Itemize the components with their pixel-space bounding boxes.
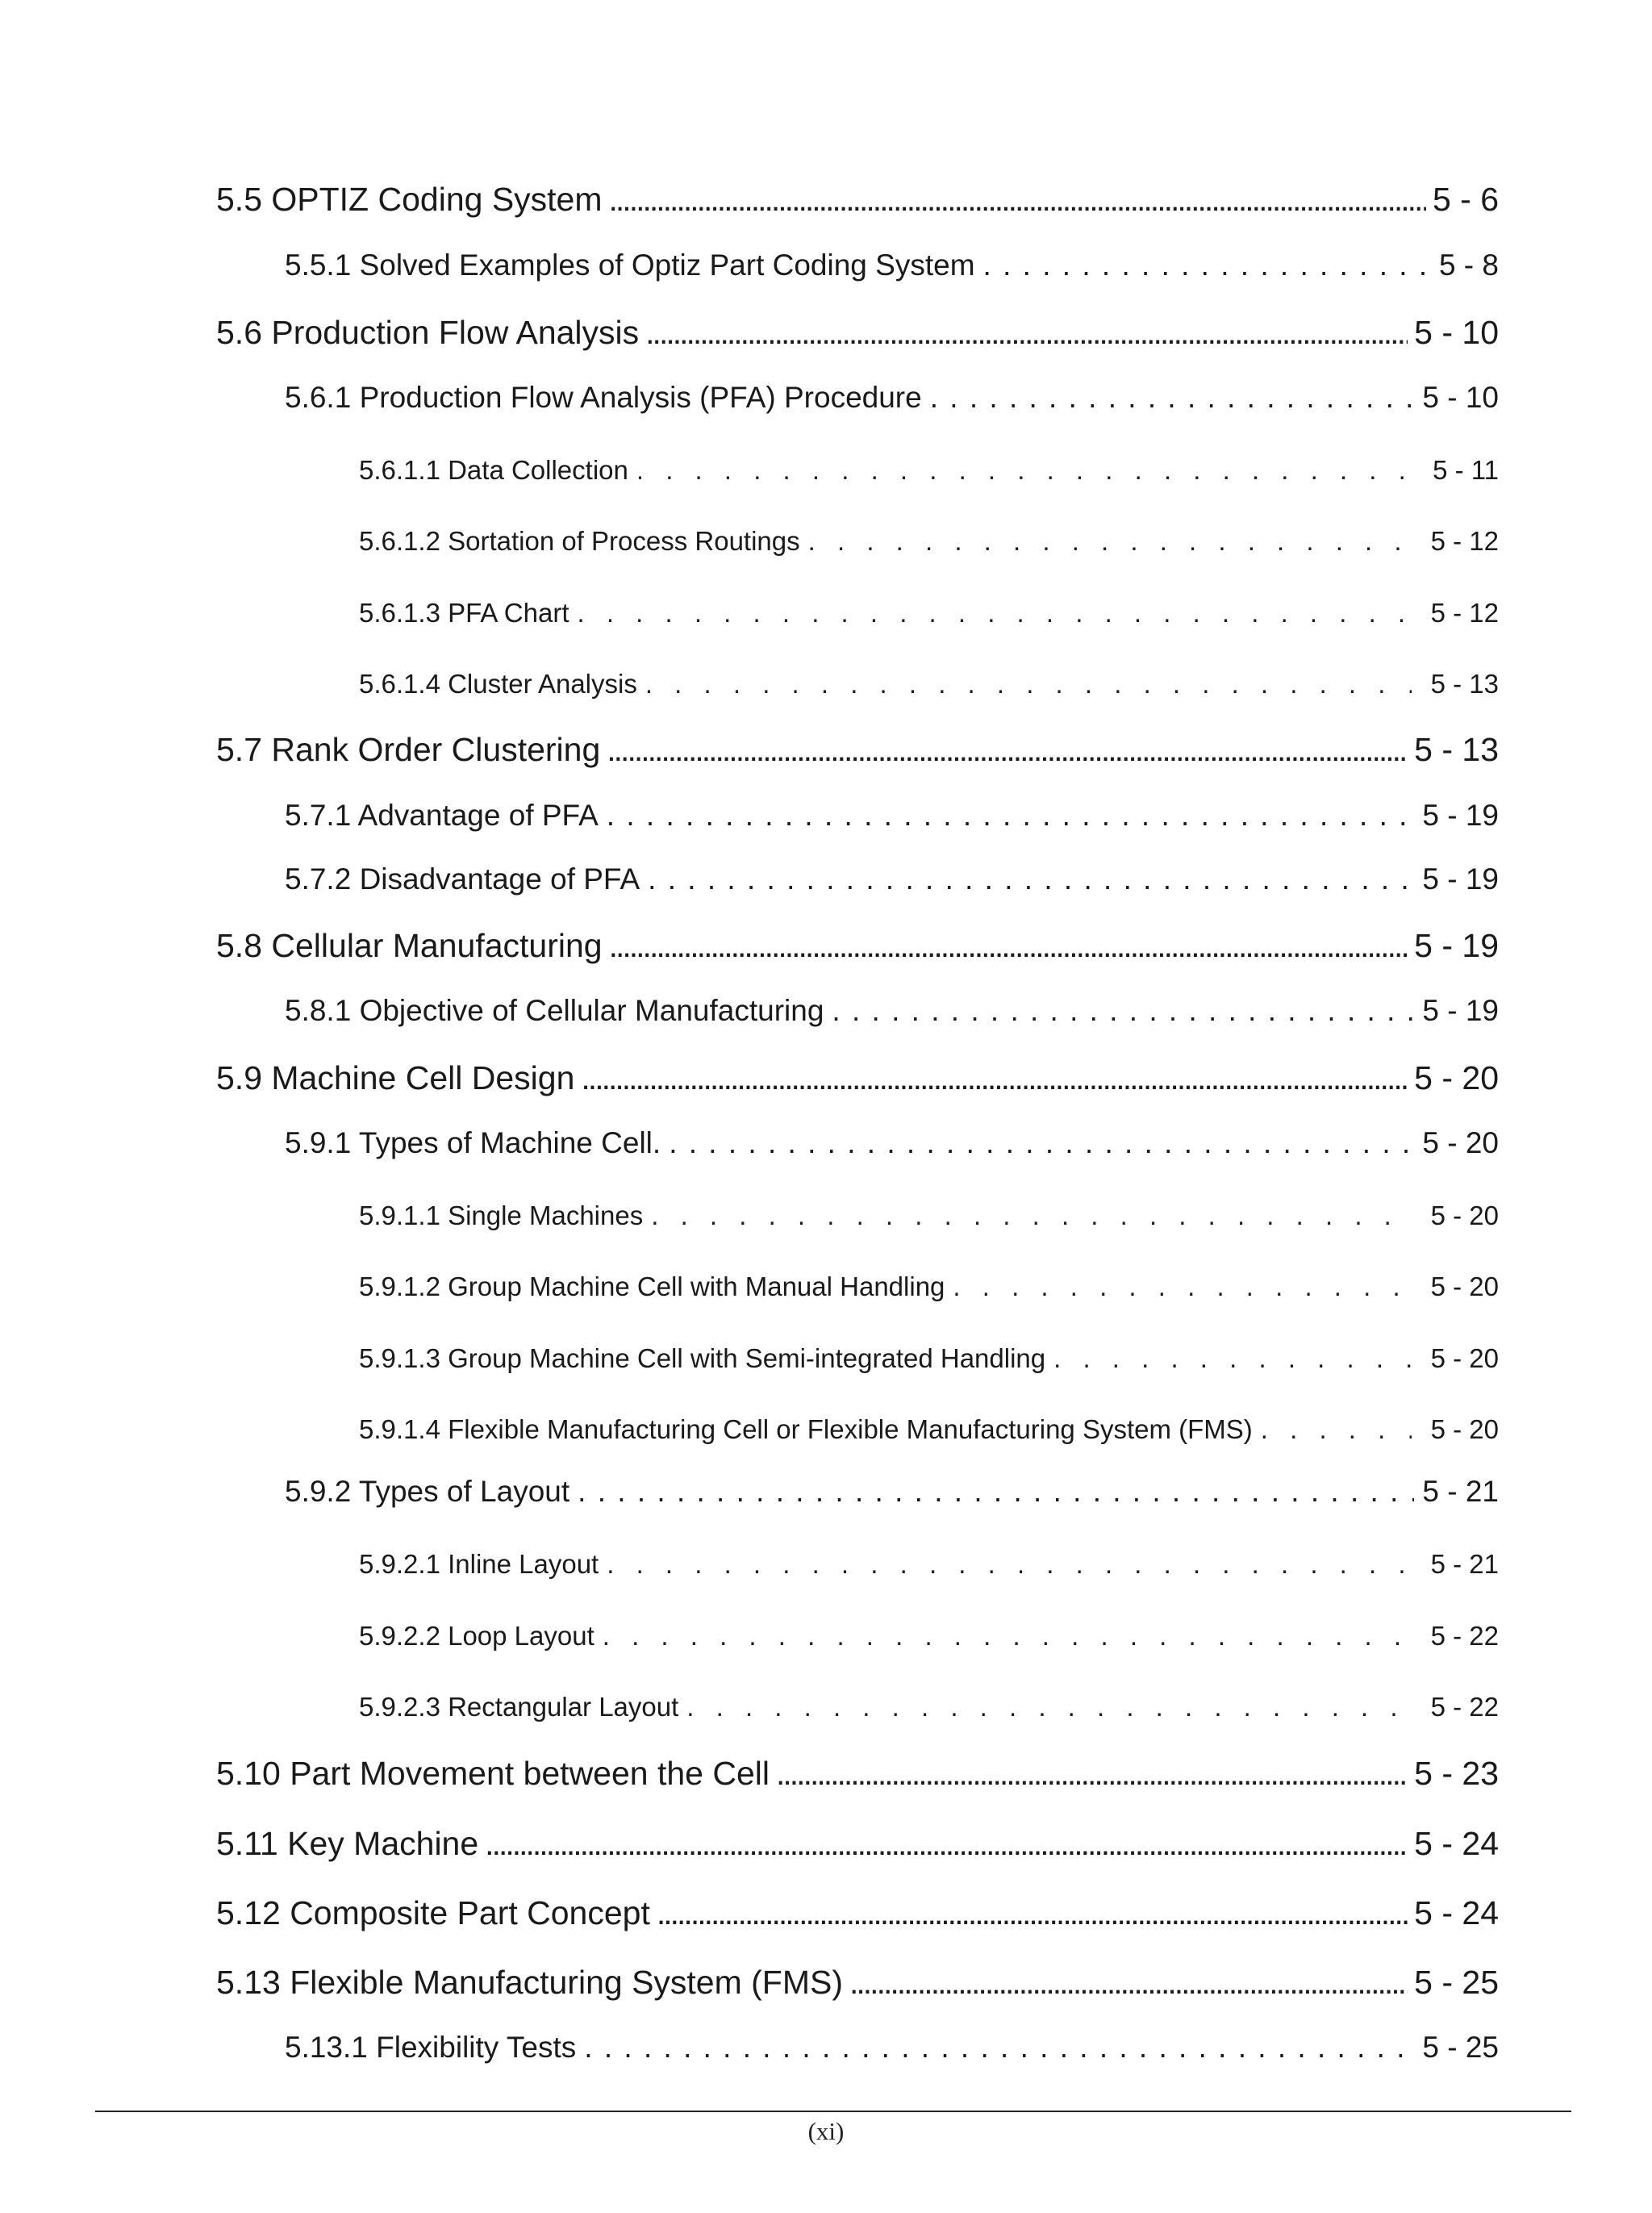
toc-entry-page: 5 - 25 (1422, 2031, 1499, 2064)
dot-leader (1053, 1343, 1411, 1374)
toc-entry-page: 5 - 22 (1430, 1621, 1499, 1651)
toc-entry (285, 1126, 1499, 1160)
toc-entry (285, 799, 1499, 833)
toc-entry-title: 5.9 Machine Cell Design (216, 1059, 575, 1096)
dot-leader (609, 181, 1426, 219)
toc-entry-title: 5.5 OPTIZ Coding System (216, 181, 603, 218)
dot-leader (636, 455, 1413, 486)
toc-entry-title: 5.6.1.3 PFA Chart (359, 598, 569, 628)
toc-entry (359, 1621, 1499, 1651)
toc-entry (285, 381, 1499, 415)
toc-entry-title: 5.9.2.3 Rectangular Layout (359, 1692, 679, 1722)
toc-entry-page: 5 - 6 (1432, 181, 1499, 218)
footer-rule (95, 2111, 1571, 2112)
toc-entry (359, 1549, 1499, 1580)
toc-entry (359, 1414, 1499, 1445)
toc-entry (216, 927, 1499, 965)
toc-entry-title: 5.9.1.3 Group Machine Cell with Semi-integrated Handling (359, 1343, 1046, 1373)
toc-entry (216, 1894, 1499, 1932)
toc-entry-page: 5 - 22 (1430, 1692, 1499, 1722)
toc-entry (285, 2031, 1499, 2065)
dot-leader (645, 669, 1412, 699)
dot-leader (930, 381, 1415, 415)
dot-leader (832, 994, 1414, 1028)
toc-entry-page: 5 - 21 (1430, 1549, 1499, 1579)
toc-entry (216, 731, 1499, 769)
toc-entry-page: 5 - 13 (1414, 731, 1499, 768)
dot-leader (603, 1621, 1412, 1651)
dot-leader (669, 1126, 1414, 1160)
toc-entry (216, 181, 1499, 219)
toc-entry (359, 455, 1499, 486)
toc-entry-title: 5.5.1 Solved Examples of Optiz Part Coding System (285, 248, 975, 282)
toc-entry-title: 5.9.2 Types of Layout (285, 1475, 570, 1508)
dot-leader (607, 1549, 1411, 1580)
toc-entry-title: 5.11 Key Machine (216, 1825, 479, 1862)
dot-leader (609, 927, 1408, 965)
toc-entry-title: 5.9.1.2 Group Machine Cell with Manual Handling (359, 1271, 945, 1301)
toc-entry-title: 5.6.1.2 Sortation of Process Routings (359, 526, 800, 556)
dot-leader (651, 1200, 1411, 1231)
dot-leader (645, 314, 1408, 352)
toc-entry-title: 5.13 Flexible Manufacturing System (FMS) (216, 1964, 843, 2001)
toc-entry-page: 5 - 20 (1430, 1271, 1499, 1301)
toc-entry (359, 1343, 1499, 1374)
toc-entry-page: 5 - 13 (1430, 669, 1499, 699)
toc-entry-page: 5 - 20 (1422, 1126, 1499, 1159)
toc-entry-page: 5 - 20 (1414, 1059, 1499, 1096)
toc-entry-page: 5 - 19 (1414, 927, 1499, 964)
toc-entry (359, 1200, 1499, 1231)
dot-leader (485, 1825, 1408, 1863)
toc-entry-title: 5.13.1 Flexibility Tests (285, 2031, 577, 2064)
toc-entry-page: 5 - 19 (1422, 862, 1499, 896)
toc-entry (216, 1755, 1499, 1793)
dot-leader (648, 862, 1414, 896)
toc-entry-page: 5 - 25 (1414, 1964, 1499, 2001)
dot-leader (607, 731, 1408, 769)
toc-entry (285, 994, 1499, 1028)
dot-leader (578, 1475, 1414, 1509)
toc-entry-page: 5 - 23 (1414, 1755, 1499, 1792)
toc-entry (359, 1271, 1499, 1302)
dot-leader (607, 799, 1415, 833)
dot-leader (953, 1271, 1411, 1302)
toc-entry-title: 5.9.2.2 Loop Layout (359, 1621, 594, 1651)
toc-entry-page: 5 - 10 (1414, 314, 1499, 351)
toc-entry (216, 1059, 1499, 1097)
dot-leader (808, 526, 1412, 557)
toc-entry-page: 5 - 19 (1422, 994, 1499, 1027)
dot-leader (983, 248, 1431, 282)
toc-entry-page: 5 - 12 (1430, 526, 1499, 556)
toc-entry (359, 526, 1499, 557)
toc-entry-title: 5.8.1 Objective of Cellular Manufacturing (285, 994, 824, 1027)
toc-entry (216, 1964, 1499, 2002)
toc-entry-title: 5.7 Rank Order Clustering (216, 731, 601, 768)
toc-entry (285, 1475, 1499, 1509)
toc-entry-title: 5.7.1 Advantage of PFA (285, 799, 599, 832)
toc-entry-title: 5.7.2 Disadvantage of PFA (285, 862, 640, 896)
toc-entry-title: 5.10 Part Movement between the Cell (216, 1755, 770, 1792)
dot-leader (849, 1964, 1408, 2002)
toc-entry-page: 5 - 20 (1430, 1200, 1499, 1230)
toc-entry (285, 248, 1499, 282)
toc-entry-title: 5.9.1.1 Single Machines (359, 1200, 644, 1230)
dot-leader (578, 598, 1412, 628)
toc-entry-page: 5 - 21 (1422, 1475, 1499, 1508)
dot-leader (581, 1059, 1408, 1097)
toc-entry (359, 1692, 1499, 1722)
dot-leader (686, 1692, 1411, 1722)
toc-entry (359, 598, 1499, 628)
toc-entry-page: 5 - 24 (1414, 1825, 1499, 1862)
dot-leader (1261, 1414, 1412, 1445)
toc-entry-title: 5.6.1 Production Flow Analysis (PFA) Procedure (285, 381, 922, 414)
toc-entry-page: 5 - 24 (1414, 1894, 1499, 1931)
toc-entry-title: 5.9.1 Types of Machine Cell. (285, 1126, 661, 1159)
toc-entry (216, 314, 1499, 352)
toc-entry-page: 5 - 10 (1422, 381, 1499, 414)
toc-entry-page: 5 - 20 (1430, 1343, 1499, 1373)
toc-entry-page: 5 - 11 (1433, 455, 1499, 485)
toc-entry-title: 5.9.1.4 Flexible Manufacturing Cell or Flexible Manufacturing System (FMS) (359, 1414, 1253, 1444)
dot-leader (776, 1755, 1408, 1793)
toc-entry (216, 1825, 1499, 1863)
dot-leader (657, 1894, 1408, 1932)
toc-entry-title: 5.8 Cellular Manufacturing (216, 927, 603, 964)
page-folio: (xi) (807, 2117, 845, 2145)
toc-entry-title: 5.12 Composite Part Concept (216, 1894, 650, 1931)
toc-entry (285, 862, 1499, 896)
toc-entry-title: 5.9.2.1 Inline Layout (359, 1549, 599, 1579)
toc-entry-title: 5.6 Production Flow Analysis (216, 314, 640, 351)
dot-leader (584, 2031, 1414, 2065)
toc-entry-title: 5.6.1.1 Data Collection (359, 455, 628, 485)
toc-entry-page: 5 - 19 (1422, 799, 1499, 832)
toc-entry-page: 5 - 12 (1430, 598, 1499, 628)
toc-entry (359, 669, 1499, 699)
toc-entry-title: 5.6.1.4 Cluster Analysis (359, 669, 637, 699)
toc-entry-page: 5 - 8 (1438, 248, 1499, 282)
toc-entry-page: 5 - 20 (1430, 1414, 1499, 1444)
